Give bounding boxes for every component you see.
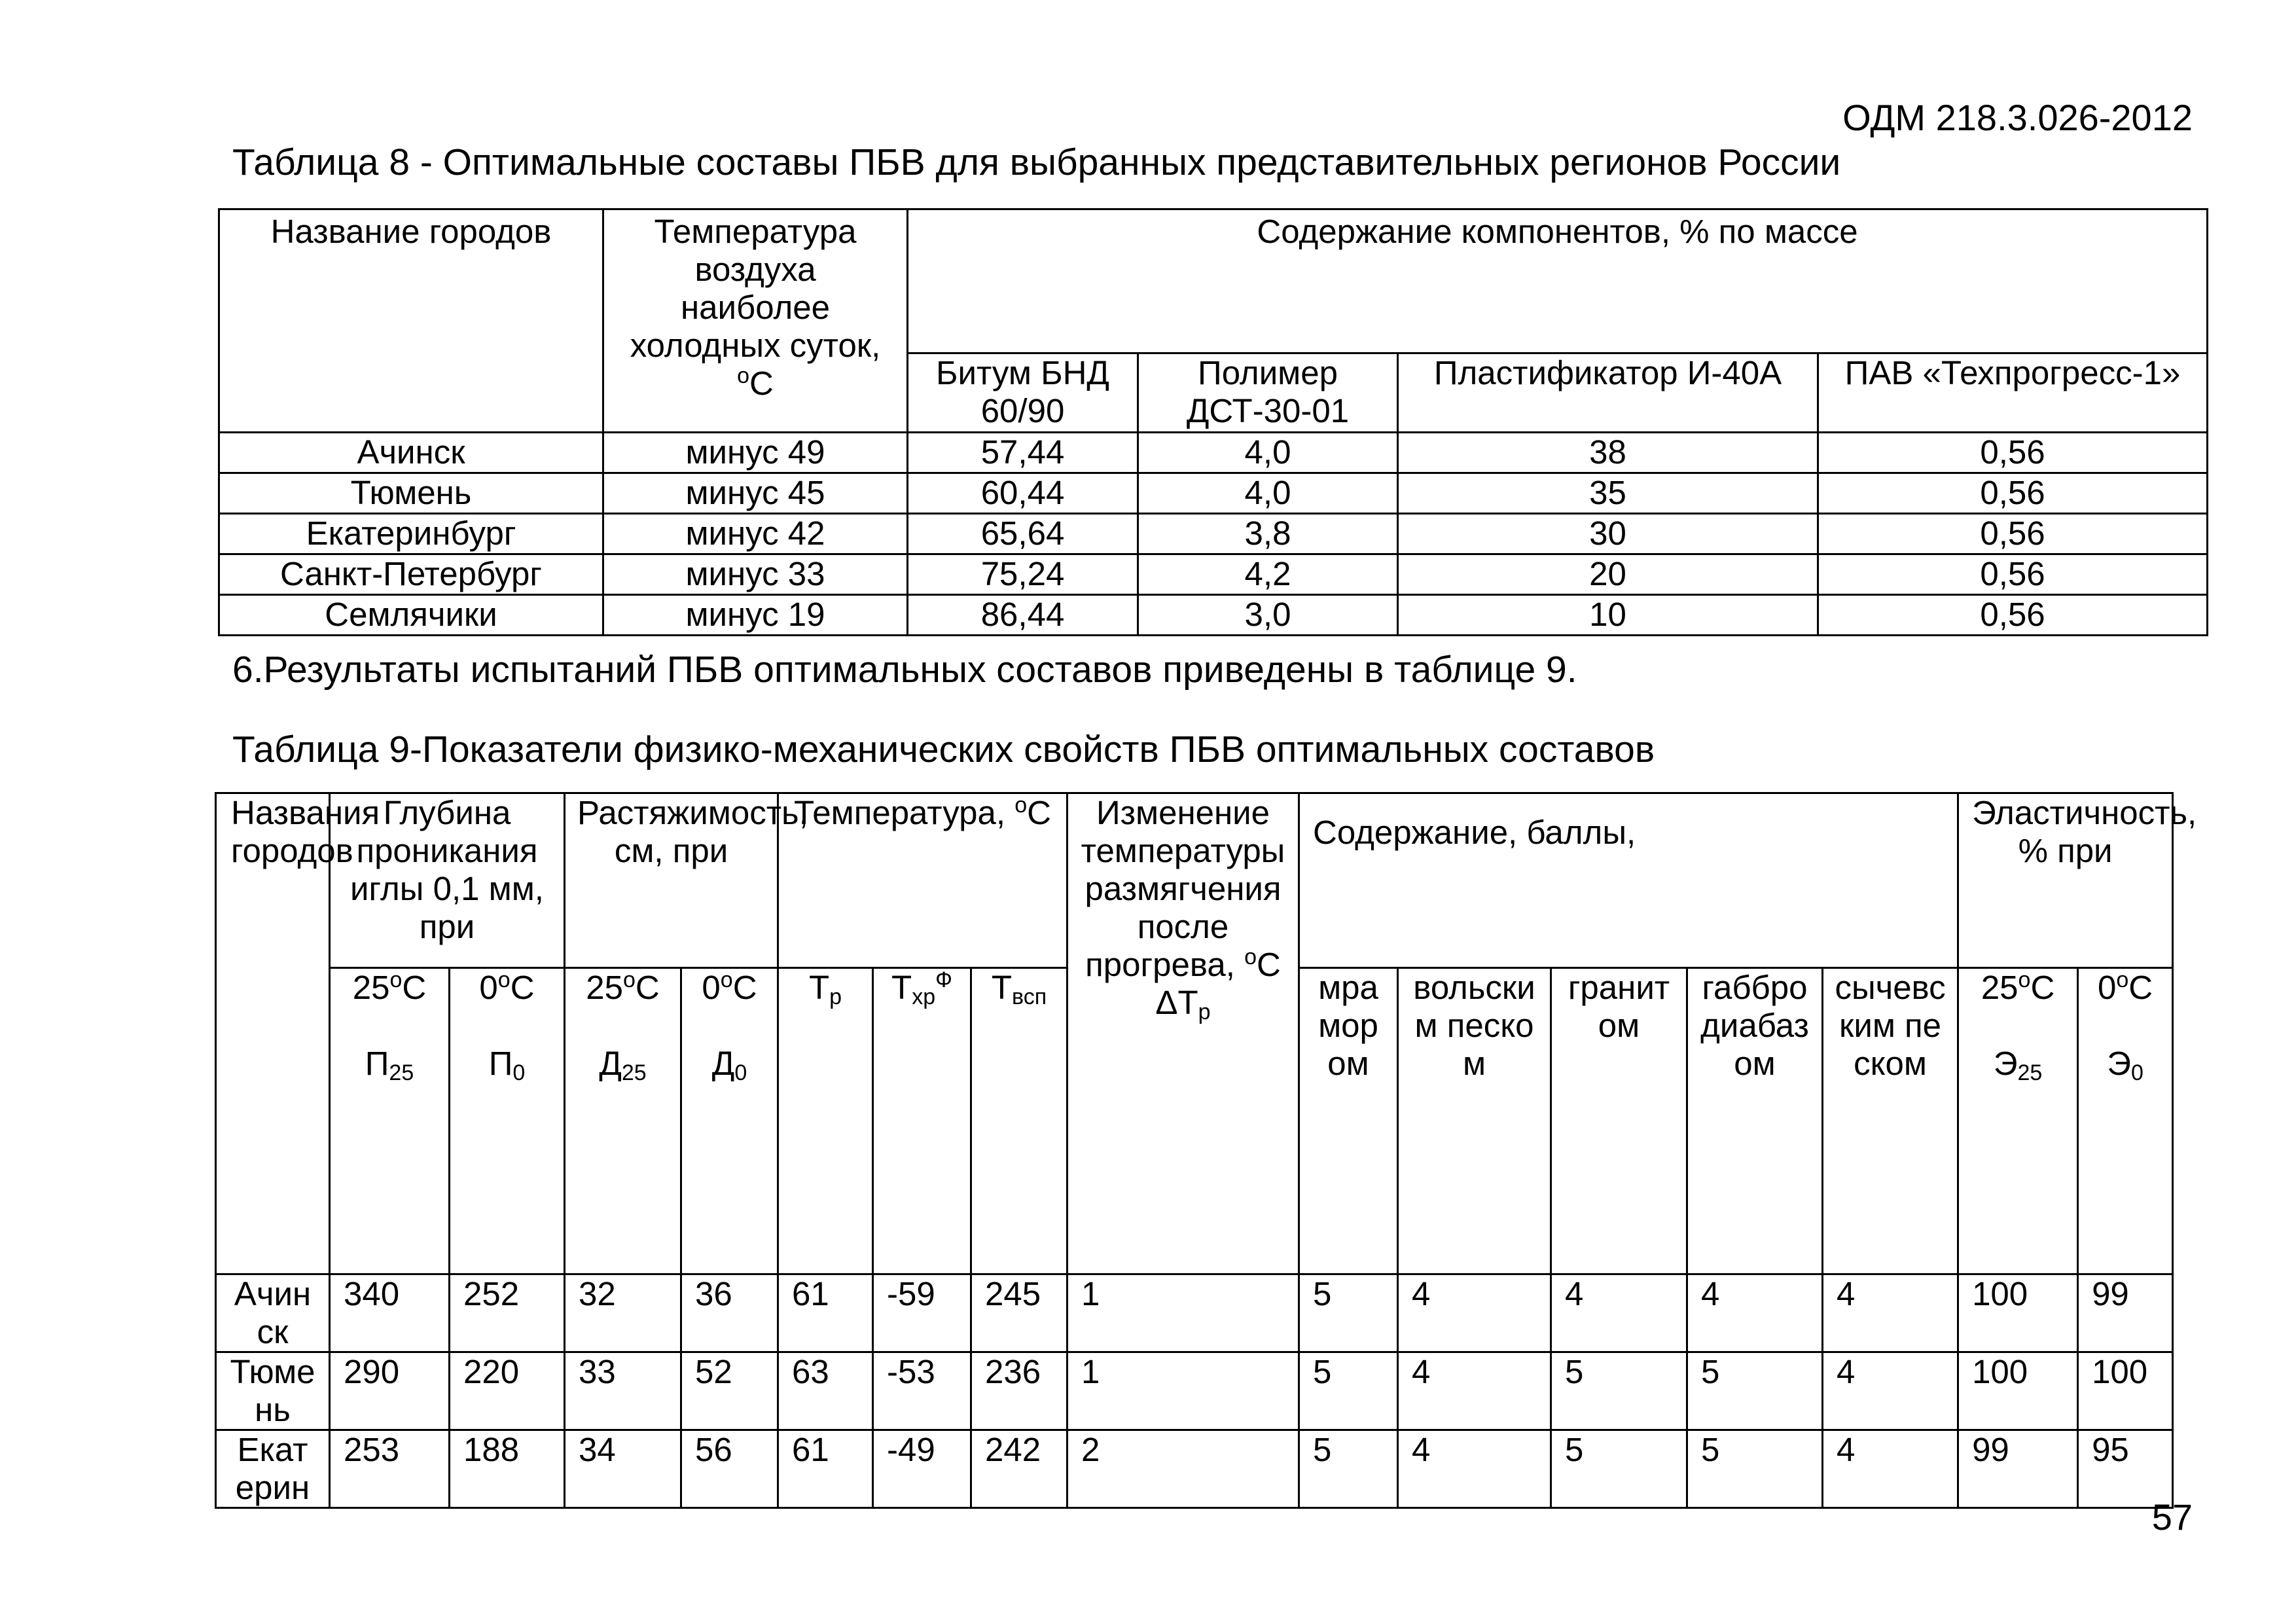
t9-p0-deg: 0 — [479, 969, 498, 1006]
t9-marble: 5 — [1299, 1430, 1398, 1508]
t9-p0-unit: С — [510, 969, 535, 1006]
t9-e0-unit: С — [2128, 969, 2153, 1006]
t9-volsk: 4 — [1398, 1352, 1551, 1430]
t8-plasticizer: 30 — [1398, 514, 1818, 554]
t9-header-marble: мрамором — [1299, 968, 1398, 1274]
t9-header-e25: 25$^o$С $Э_{25}$ — [1958, 968, 2078, 1274]
t9-p25: 253 — [330, 1430, 450, 1508]
table-row — [216, 1352, 2173, 1430]
t9-header-volsk: вольским песком — [1398, 968, 1551, 1274]
t9-d25-unit: С — [635, 969, 660, 1006]
t9-p0: 220 — [450, 1352, 565, 1430]
t9-p0: 188 — [450, 1430, 565, 1508]
table8-caption: Таблица 8 - Оптимальные составы ПБВ для выбранных представительных регионов России — [232, 141, 1841, 183]
t9-e0: 95 — [2078, 1430, 2173, 1508]
t9-gabbro: 5 — [1687, 1430, 1823, 1508]
t9-d0-sub: 0 — [734, 1060, 747, 1085]
t8-plasticizer: 20 — [1398, 554, 1818, 595]
t9-tr-sub: р — [829, 984, 842, 1009]
t9-tr: 61 — [778, 1274, 873, 1352]
table9-caption: Таблица 9-Показатели физико-механических свойств ПБВ оптимальных составов — [232, 729, 1655, 770]
t9-e25-deg: 25 — [1981, 969, 2018, 1006]
t8-city: Семлячики — [219, 595, 603, 636]
t8-plasticizer: 10 — [1398, 595, 1818, 636]
t9-d25: 34 — [565, 1430, 681, 1508]
t8-surfactant: 0,56 — [1818, 433, 2208, 473]
t9-thr-symbol: Т — [891, 969, 912, 1006]
t9-e25-sub: 25 — [2017, 1060, 2043, 1085]
t9-thr-sub: хр — [912, 984, 936, 1009]
t9-dt: 1 — [1067, 1274, 1299, 1352]
t9-p25: 340 — [330, 1274, 450, 1352]
t9-tvsp-sub: всп — [1012, 984, 1047, 1009]
t9-header-extensibility: Растяжимость, см, при — [565, 793, 778, 968]
t8-header-temperature-text: Температура воздуха наиболее холодных суток, — [630, 213, 881, 364]
t9-header-gabbro: габбродиабазом — [1687, 968, 1823, 1274]
t9-tr: 63 — [778, 1352, 873, 1430]
t9-marble: 5 — [1299, 1274, 1398, 1352]
t8-city: Ачинск — [219, 433, 603, 473]
t9-city: Тюмень — [216, 1352, 330, 1430]
t9-marble: 5 — [1299, 1352, 1398, 1430]
t9-d25: 32 — [565, 1274, 681, 1352]
t8-temp: минус 19 — [603, 595, 908, 636]
t9-d0-symbol: Д — [711, 1045, 735, 1082]
t8-surfactant: 0,56 — [1818, 514, 2208, 554]
t9-header-p25: 25$^o$С $П_{25}$ — [330, 968, 450, 1274]
table-row — [219, 595, 2208, 636]
t9-thr: -59 — [873, 1274, 971, 1352]
t9-sychev: 4 — [1823, 1430, 1958, 1508]
table-row — [219, 514, 2208, 554]
t8-bitumen: 57,44 — [908, 433, 1138, 473]
t9-e25: 99 — [1958, 1430, 2078, 1508]
t9-dt: 2 — [1067, 1430, 1299, 1508]
t9-header-softening-change-unit: С — [1256, 946, 1281, 983]
table-row — [216, 1430, 2173, 1508]
t8-polymer: 4,0 — [1138, 473, 1398, 514]
table-row — [219, 473, 2208, 514]
t8-surfactant: 0,56 — [1818, 554, 2208, 595]
t8-temp: минус 42 — [603, 514, 908, 554]
t8-polymer: 3,0 — [1138, 595, 1398, 636]
t9-tvsp: 245 — [971, 1274, 1067, 1352]
t9-header-granite: гранитом — [1551, 968, 1687, 1274]
t9-header-tr — [778, 968, 873, 1274]
t9-header-d25: 25$^o$С $Д_{25}$ — [565, 968, 681, 1274]
t9-header-temperature: Температура, $^o$С — [778, 793, 1067, 968]
t9-p25-deg: 25 — [352, 969, 390, 1006]
t8-city: Тюмень — [219, 473, 603, 514]
t9-thr-sup: Ф — [935, 967, 952, 992]
t9-p25: 290 — [330, 1352, 450, 1430]
t9-header-score: Содержание, баллы, — [1299, 793, 1958, 968]
t9-tvsp: 242 — [971, 1430, 1067, 1508]
t9-volsk: 4 — [1398, 1430, 1551, 1508]
t9-tvsp: 236 — [971, 1352, 1067, 1430]
table-row — [219, 433, 2208, 473]
table9 — [215, 792, 2197, 1509]
t9-e0-sub: 0 — [2130, 1060, 2144, 1085]
t9-city: Екатерин — [216, 1430, 330, 1508]
t9-tr-symbol: Т — [808, 969, 830, 1006]
table-row — [219, 554, 2208, 595]
t8-bitumen: 75,24 — [908, 554, 1138, 595]
t8-surfactant: 0,56 — [1818, 473, 2208, 514]
t8-header-plasticizer: Пластификатор И-40А — [1398, 353, 1818, 433]
t9-header-tvsp — [971, 968, 1067, 1274]
t8-temp: минус 49 — [603, 433, 908, 473]
t9-p25-symbol: П — [365, 1045, 389, 1082]
t9-header-city: Названия городов — [216, 793, 330, 1274]
t9-p25-unit: С — [402, 969, 427, 1006]
t9-thr: -49 — [873, 1430, 971, 1508]
t8-polymer: 4,0 — [1138, 433, 1398, 473]
t9-e0-deg: 0 — [2098, 969, 2117, 1006]
t9-e25-unit: С — [2030, 969, 2055, 1006]
t9-d0: 56 — [681, 1430, 778, 1508]
t9-p0-sub: 0 — [512, 1060, 526, 1085]
t8-city: Санкт-Петербург — [219, 554, 603, 595]
t9-sychev: 4 — [1823, 1352, 1958, 1430]
t8-bitumen: 65,64 — [908, 514, 1138, 554]
t8-polymer: 3,8 — [1138, 514, 1398, 554]
t9-e25: 100 — [1958, 1352, 2078, 1430]
t9-header-sychev: сычевским песком — [1823, 968, 1958, 1274]
t9-header-temperature-unit: С — [1027, 794, 1051, 831]
t8-bitumen: 86,44 — [908, 595, 1138, 636]
t9-d25: 33 — [565, 1352, 681, 1430]
t9-p0: 252 — [450, 1274, 565, 1352]
t9-e0-symbol: Э — [2107, 1045, 2131, 1082]
t9-header-elasticity: Эластичность, % при — [1958, 793, 2173, 968]
t9-p0-symbol: П — [488, 1045, 513, 1082]
t9-gabbro: 4 — [1687, 1274, 1823, 1352]
t9-d25-deg: 25 — [586, 969, 623, 1006]
t8-surfactant: 0,56 — [1818, 595, 2208, 636]
t8-city: Екатеринбург — [219, 514, 603, 554]
t9-d0: 52 — [681, 1352, 778, 1430]
t8-header-bitumen: Битум БНД 60/90 — [908, 353, 1138, 433]
t9-header-d0: 0$^o$С $Д_0$ — [681, 968, 778, 1274]
t9-dt: 1 — [1067, 1352, 1299, 1430]
t9-d25-sub: 25 — [621, 1060, 647, 1085]
t8-header-polymer: Полимер ДСТ-30-01 — [1138, 353, 1398, 433]
t9-e25-symbol: Э — [1993, 1045, 2018, 1082]
t8-header-surfactant: ПАВ «Техпрогресс-1» — [1818, 353, 2208, 433]
t9-granite: 4 — [1551, 1274, 1687, 1352]
t9-header-softening-change-text: Изменение температуры размягчения после прогрева, — [1081, 794, 1285, 983]
t9-tvsp-symbol: Т — [991, 969, 1013, 1006]
t9-header-e0: 0$^o$С $Э_0$ — [2078, 968, 2173, 1274]
t8-plasticizer: 38 — [1398, 433, 1818, 473]
t9-p25-sub: 25 — [389, 1060, 414, 1085]
t9-tr: 61 — [778, 1430, 873, 1508]
page-number: 57 — [2151, 1496, 2193, 1538]
t9-d25-symbol: Д — [599, 1045, 622, 1082]
t8-plasticizer: 35 — [1398, 473, 1818, 514]
paragraph-6: 6.Результаты испытаний ПБВ оптимальных составов приведены в таблице 9. — [232, 649, 1577, 691]
table-row — [216, 1274, 2173, 1352]
document-number: ОДМ 218.3.026-2012 — [1842, 97, 2193, 138]
t8-bitumen: 60,44 — [908, 473, 1138, 514]
t9-e0: 100 — [2078, 1352, 2173, 1430]
t9-d0-deg: 0 — [702, 969, 721, 1006]
t8-temp: минус 33 — [603, 554, 908, 595]
t9-sychev: 4 — [1823, 1274, 1958, 1352]
t9-header-p0: 0$^o$С $П_0$ — [450, 968, 565, 1274]
t9-header-penetration: Глубина проникания иглы 0,1 мм, при — [330, 793, 565, 968]
t8-header-content: Содержание компонентов, % по массе — [908, 209, 2208, 353]
t8-temp: минус 45 — [603, 473, 908, 514]
t9-header-softening-change-symbol: ΔT — [1155, 984, 1198, 1021]
t9-granite: 5 — [1551, 1352, 1687, 1430]
t9-thr: -53 — [873, 1352, 971, 1430]
t9-city: Ачинск — [216, 1274, 330, 1352]
t8-header-city: Название городов — [219, 209, 603, 433]
t8-header-temperature-unit: С — [749, 365, 774, 402]
t9-header-softening-change-sub: р — [1198, 1000, 1211, 1024]
t9-volsk: 4 — [1398, 1274, 1551, 1352]
t9-header-thr — [873, 968, 971, 1274]
t8-polymer: 4,2 — [1138, 554, 1398, 595]
table8 — [218, 208, 2208, 636]
t9-e25: 100 — [1958, 1274, 2078, 1352]
t9-e0: 99 — [2078, 1274, 2173, 1352]
t9-granite: 5 — [1551, 1430, 1687, 1508]
t9-header-temperature-text: Температура, — [794, 794, 1006, 831]
t9-gabbro: 5 — [1687, 1352, 1823, 1430]
t9-d0: 36 — [681, 1274, 778, 1352]
t8-header-temperature: Температура воздуха наиболее холодных суток, $^o$С — [603, 209, 908, 433]
t9-d0-unit: С — [732, 969, 757, 1006]
t9-header-softening-change: Изменение температуры размягчения после прогрева, $^o$С $\Delta T_р$ — [1067, 793, 1299, 1274]
